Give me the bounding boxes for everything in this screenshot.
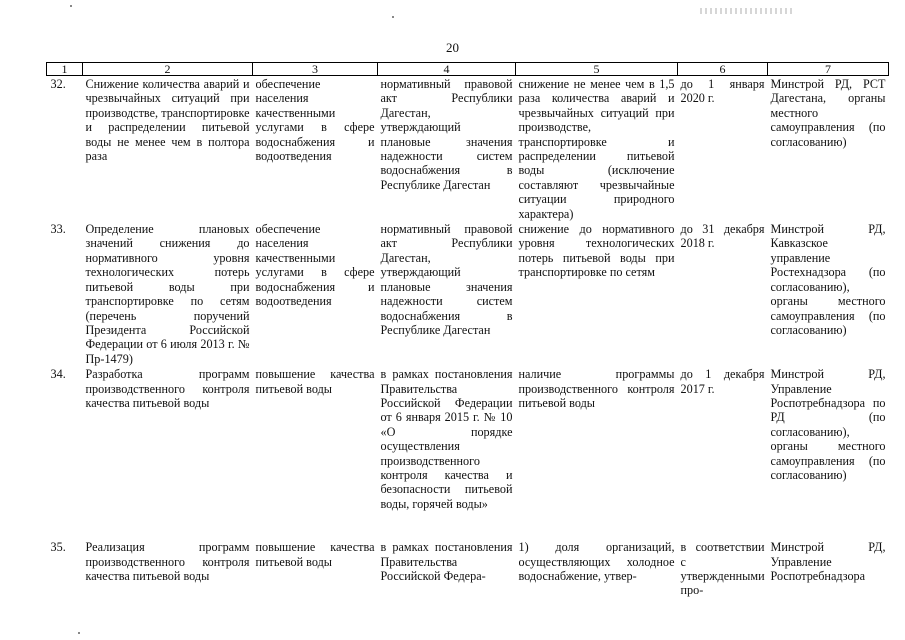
column-header-3: 3: [253, 63, 378, 76]
responsible-cell: Минстрой РД, Управление Роспотребнадзора по РД (по согласованию), органы местного самоуправления (по согласованию): [770, 367, 886, 482]
column-header-5: 5: [516, 63, 678, 76]
deadline-cell: до 1 января 2020 г.: [680, 77, 765, 106]
column-header-2: 2: [83, 63, 253, 76]
plan-table: [46, 62, 889, 600]
column-header-1: 1: [47, 63, 83, 76]
result-cell: 1) доля организаций, осуществляющих холодное водоснабжение, утвер-: [518, 540, 675, 583]
deadline-cell: в соответствии с утвержденными про-: [680, 540, 765, 598]
document-cell: в рамках постановления Правительства Российской Федерации от 6 января 2015 г. № 10 «О порядке осуществления производственного контроля качества и безопасности питьевой воды, горячей воды»: [380, 367, 513, 511]
responsible-cell: Минстрой РД, РСТ Дагестана, органы местного самоуправления (по согласованию): [770, 77, 886, 149]
row-number: 35.: [50, 540, 66, 555]
document-cell: нормативный правовой акт Республики Дагестан, утверждающий плановые значения надежности систем водоснабжения в Республике Дагестан: [380, 77, 513, 192]
goal-cell: обеспечение населения качественными услугами в сфере водоснабжения и водоотведения: [255, 77, 375, 164]
column-header-6: 6: [678, 63, 768, 76]
responsible-cell: Минстрой РД, Управление Роспотребнадзора: [770, 540, 886, 583]
document-cell: в рамках постановления Правительства Российской Федера-: [380, 540, 513, 583]
deadline-cell: до 31 декабря 2018 г.: [680, 222, 765, 251]
scan-smudge: [700, 8, 795, 14]
header-row: [47, 63, 889, 76]
table-row: [47, 539, 889, 600]
scan-dot: [78, 632, 80, 634]
result-cell: наличие программы производственного контроля питьевой воды: [518, 367, 675, 410]
goal-cell: повышение качества питьевой воды: [255, 540, 375, 569]
table-row: [47, 76, 889, 222]
scan-dot: [392, 16, 394, 18]
row-number: 33.: [50, 222, 66, 237]
row-number: 34.: [50, 367, 66, 382]
column-header-4: 4: [378, 63, 516, 76]
table-row: [47, 221, 889, 366]
deadline-cell: до 1 декабря 2017 г.: [680, 367, 765, 396]
result-cell: снижение не менее чем в 1,5 раза количества аварий и чрезвычайных ситуаций при производстве, транспортировке и распределении питьевой воды (исключение составляют чрезвычайные ситуации природного характера): [518, 77, 675, 221]
measure-cell: Реализация программ производственного контроля качества питьевой воды: [85, 540, 250, 583]
measure-cell: Снижение количества аварий и чрезвычайных ситуаций при производстве, транспортировке и распределении питьевой воды не менее чем в полтора раза: [85, 77, 250, 164]
row-number: 32.: [50, 77, 66, 91]
column-header-7: 7: [768, 63, 889, 76]
page-number: 20: [446, 40, 459, 55]
scan-dot: [70, 5, 72, 7]
measure-cell: Определение плановых значений снижения до нормативного уровня технологических потерь питьевой воды при транспортировке по сетям (перечень поручений Президента Российской Федерации от 6 июля 2013 г. № Пр-1479): [85, 222, 250, 366]
goal-cell: повышение качества питьевой воды: [255, 367, 375, 396]
document-cell: нормативный правовой акт Республики Дагестан, утверждающий плановые значения надежности систем водоснабжения в Республике Дагестан: [380, 222, 513, 337]
measure-cell: Разработка программ производственного контроля качества питьевой воды: [85, 367, 250, 410]
goal-cell: обеспечение населения качественными услугами в сфере водоснабжения и водоотведения: [255, 222, 375, 309]
responsible-cell: Минстрой РД, Кавказское управление Ростехнадзора (по согласованию), органы местного самоуправления (по согласованию): [770, 222, 886, 337]
result-cell: снижение до нормативного уровня технологических потерь питьевой воды при транспортировке по сетям: [518, 222, 675, 280]
table-row: [47, 366, 889, 539]
